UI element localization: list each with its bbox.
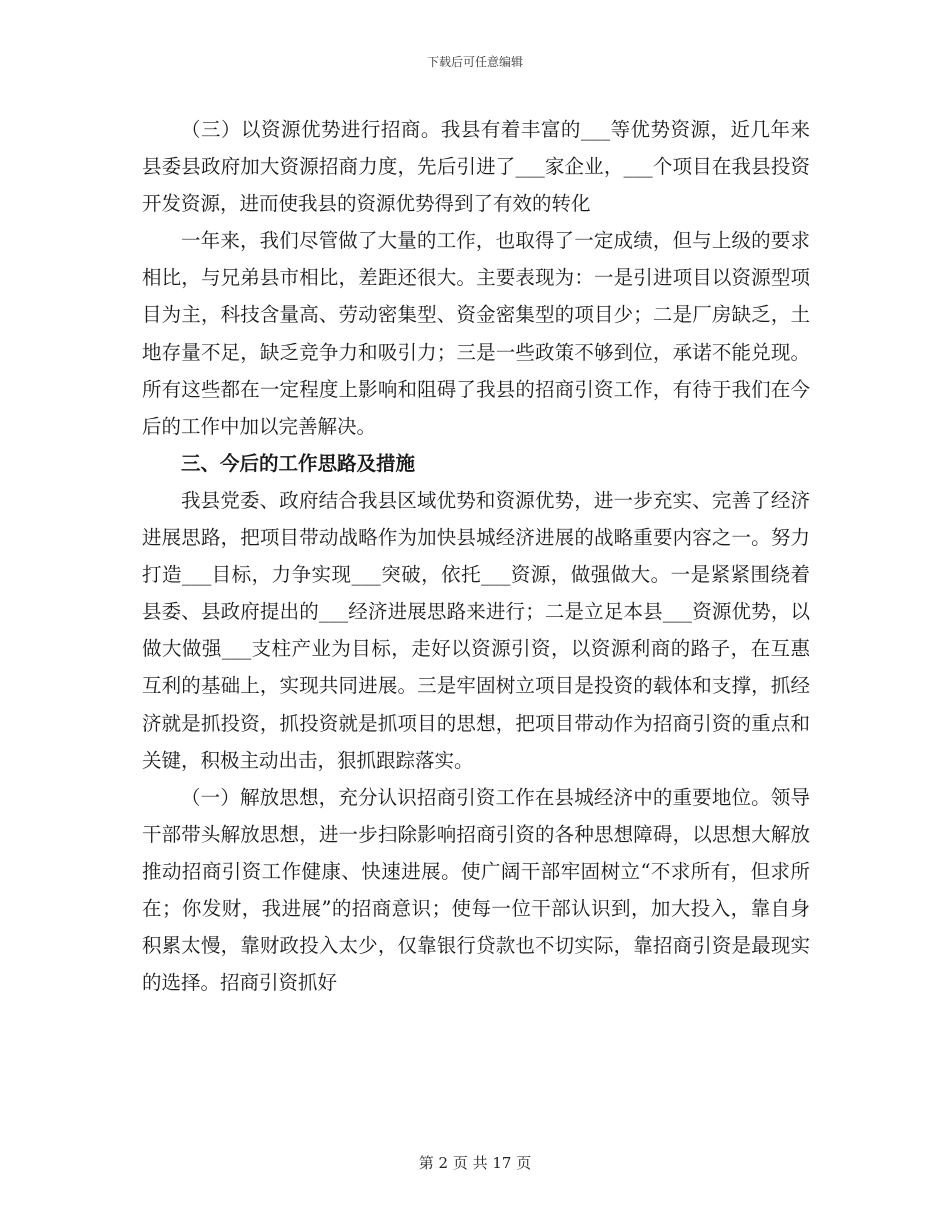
paragraph-emancipate-thinking: （一）解放思想，充分认识招商引资工作在县城经济中的重要地位。领导干部带头解放思想，进一步扫除影响招商引资的各种思想障碍，以思想大解放推动招商引资工作健康、快速进展。使广阔干部牢固树立“不求所有，但求所在；你发财，我进展”的招商意识；使每一位干部认识到，加大投入，靠自身积累太慢，靠财政投入太少，仅靠银行贷款也不切实际，靠招商引资是最现实的选择。招商引资抓好 [142,785,810,995]
paragraph-strategy: 我县党委、政府结合我县区域优势和资源优势，进一步充实、完善了经济进展思路，把项目带动战略作为加快县城经济进展的战略重要内容之一。努力打造___目标，力争实现___突破，依托___资源，做强做大。一是紧紧围绕着县委、县政府提出的___经济进展思路来进行；二是立足本县___资源优势，以做大做强___支柱产业为目标，走好以资源引资，以资源利商的路子，在互惠互利的基础上，实现共同进展。三是牢固树立项目是投资的载体和支撑，抓经济就是抓投资，抓投资就是抓项目的思想，把项目带动作为招商引资的重点和关键，积极主动出击，狠抓跟踪落实。 [142,488,810,772]
page-number-footer: 第 2 页 共 17 页 [418,1154,532,1172]
paragraph-year-review: 一年来，我们尽管做了大量的工作，也取得了一定成绩，但与上级的要求相比，与兄弟县市相比，差距还很大。主要表现为：一是引进项目以资源型项目为主，科技含量高、劳动密集型、资金密集型的项目少；二是厂房缺乏，土地存量不足，缺乏竞争力和吸引力；三是一些政策不够到位，承诺不能兑现。所有这些都在一定程度上影响和阻碍了我县的招商引资工作，有待于我们在今后的工作中加以完善解决。 [142,229,810,438]
document-body [142,111,810,1001]
page-header-note: 下载后可任意编辑 [426,55,523,69]
paragraph-resource-advantage: （三）以资源优势进行招商。我县有着丰富的___等优势资源，近几年来县委县政府加大资源招商力度，先后引进了___家企业，___个项目在我县投资开发资源，进而使我县的资源优势得到了有效的转化 [142,118,810,216]
section-heading: 三、今后的工作思路及措施 [181,451,416,475]
